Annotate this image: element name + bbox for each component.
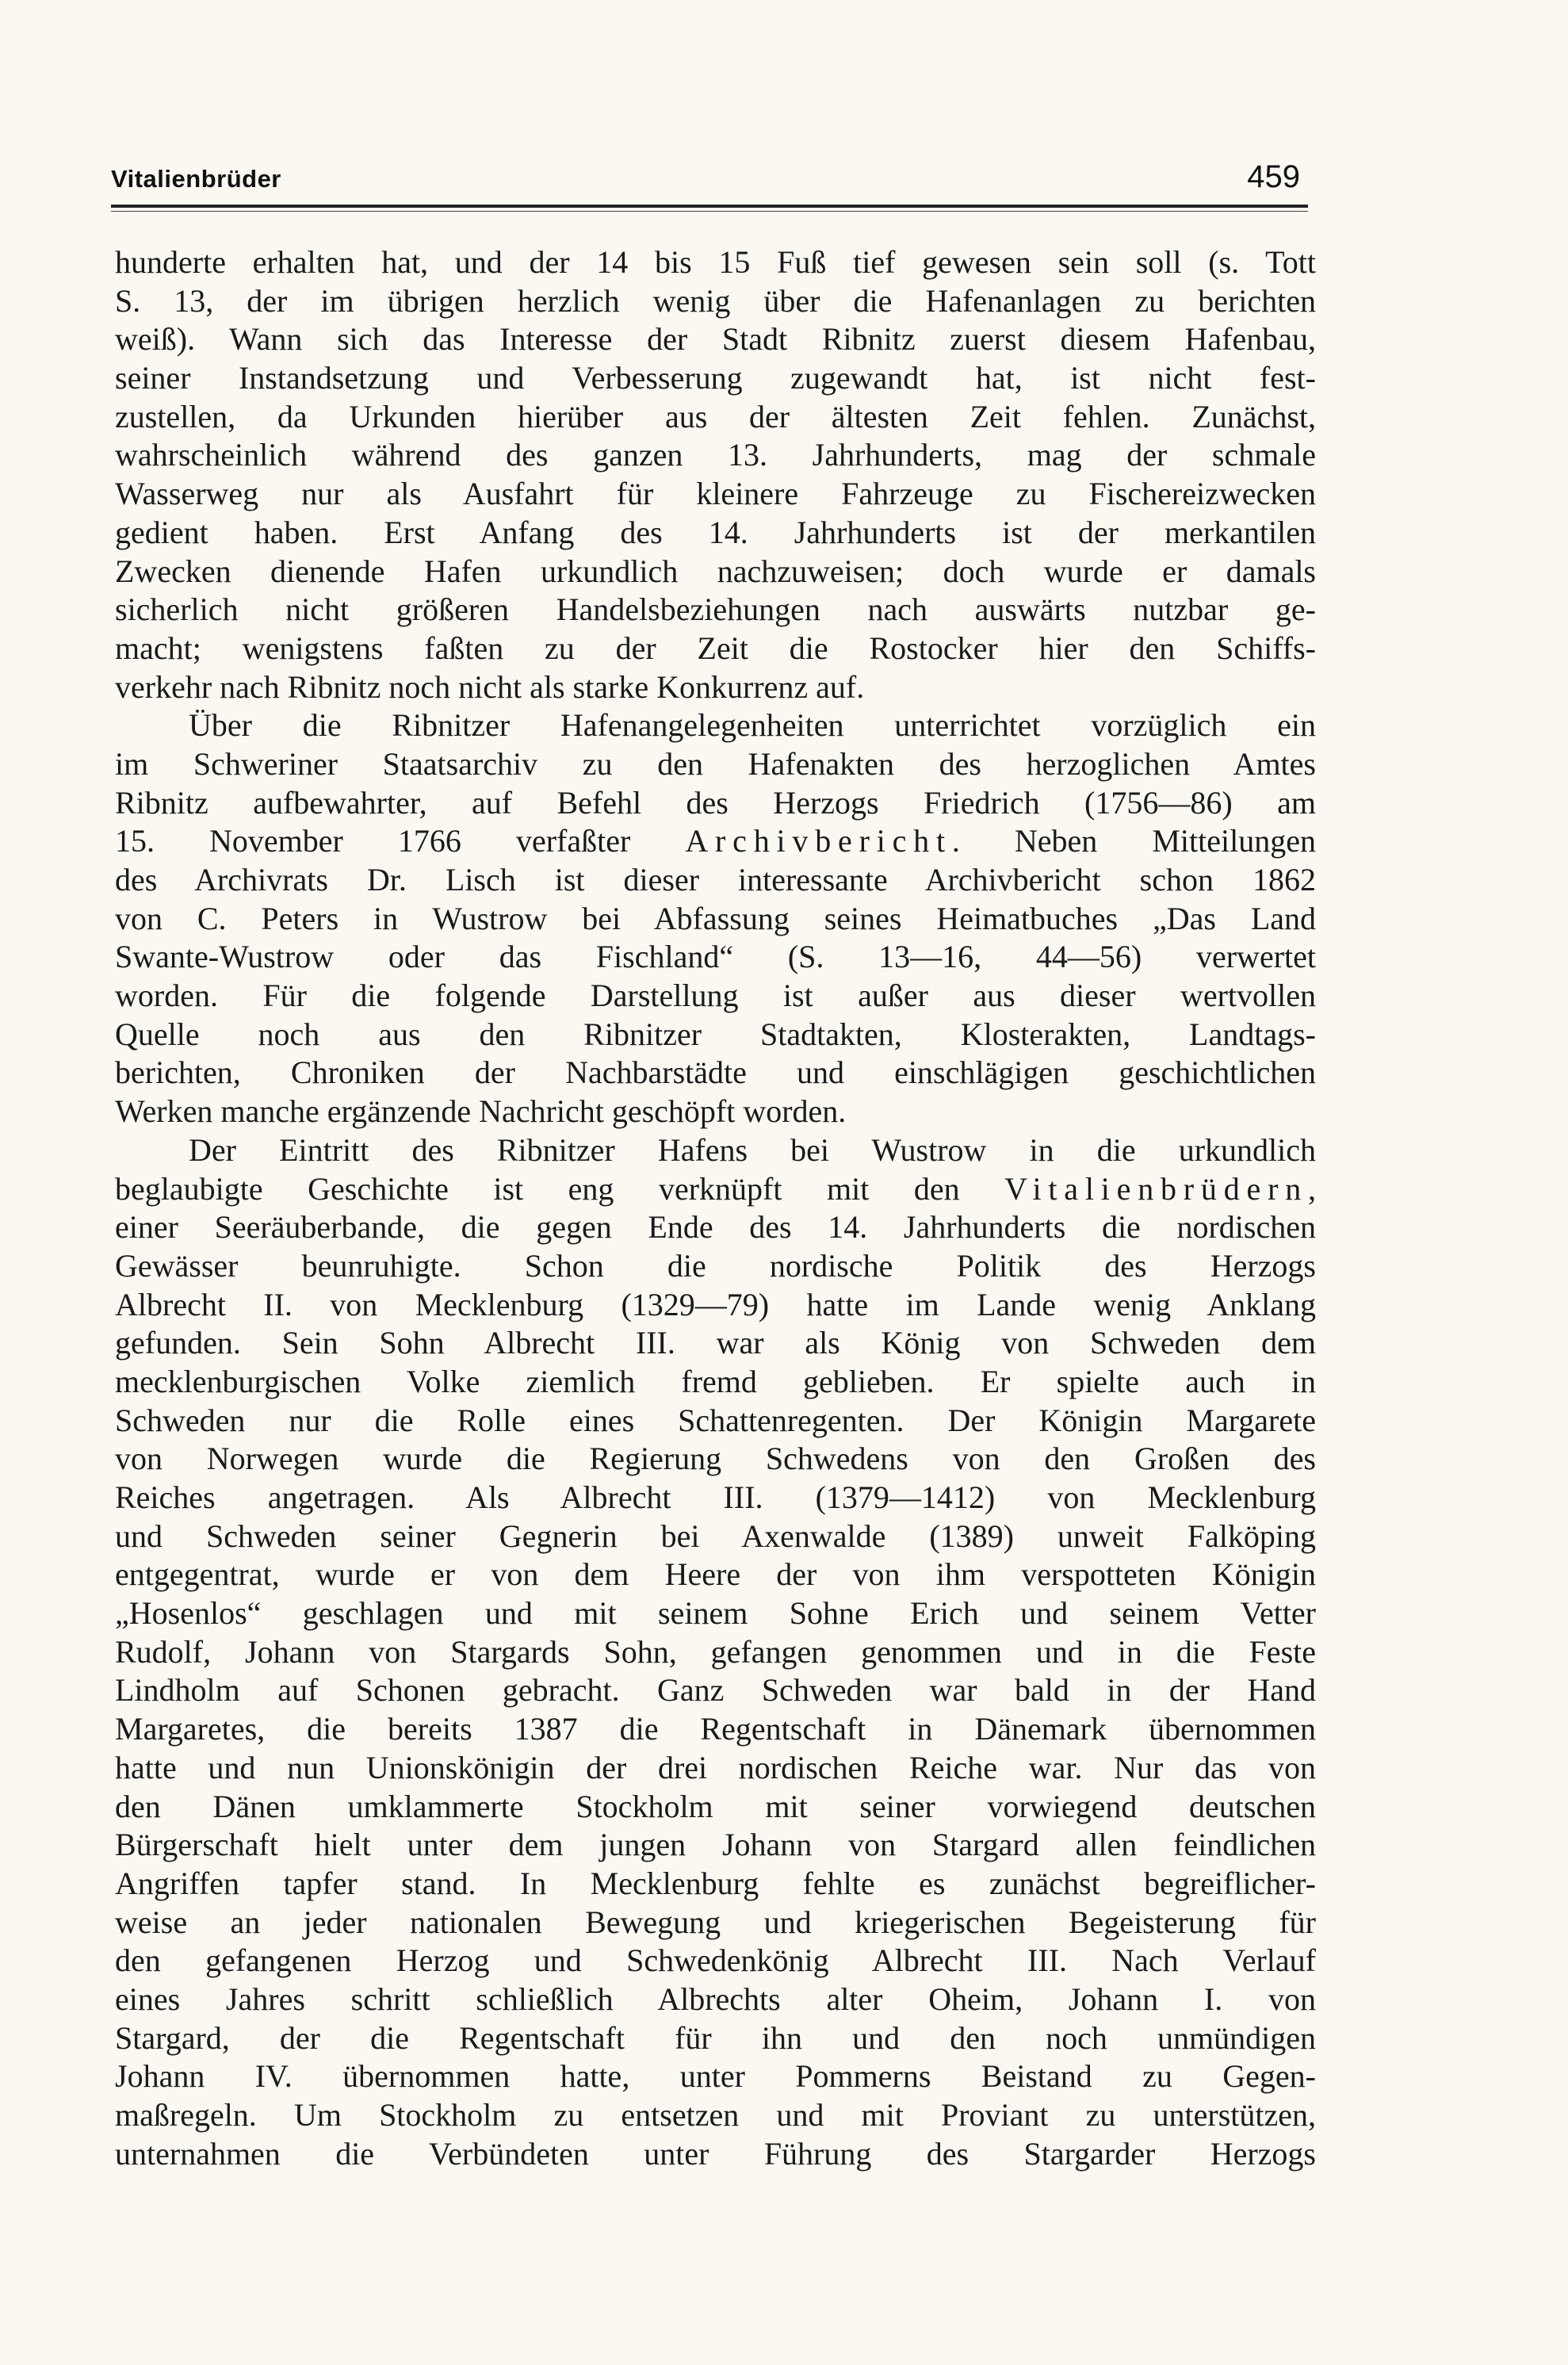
spaced-emphasis: Archivbericht [685, 823, 952, 859]
text-line: Albrecht II. von Mecklenburg (1329—79) hatte im Lande wenig Anklang [115, 1286, 1316, 1322]
text-line: Quelle noch aus den Ribnitzer Stadtakten, Klosterakten, Landtags- [115, 1016, 1316, 1052]
text-line: Angriffen tapfer stand. In Mecklenburg fehlte es zunächst begreiflicher- [115, 1865, 1316, 1901]
body-text [115, 243, 1316, 2173]
text-line: Ribnitz aufbewahrter, auf Befehl des Herzogs Friedrich (1756—86) am [115, 784, 1316, 821]
text-line [115, 1170, 1316, 1209]
text-line: Johann IV. übernommen hatte, unter Pommerns Beistand zu Gegen- [115, 2058, 1316, 2095]
text-line: unternahmen die Verbündeten unter Führung des Stargarder Herzogs [115, 2135, 1316, 2172]
text-line: Zwecken dienende Hafen urkundlich nachzuweisen; doch wurde er damals [115, 553, 1316, 589]
text-line: weise an jeder nationalen Bewegung und kriegerischen Begeisterung für [115, 1904, 1316, 1940]
running-head [111, 155, 1300, 200]
text-line: Gewässer beunruhigte. Schon die nordische Politik des Herzogs [115, 1247, 1316, 1284]
text-line: im Schweriner Staatsarchiv zu den Hafenakten des herzoglichen Amtes [115, 745, 1316, 782]
text-line [115, 822, 1316, 861]
text-line: weiß). Wann sich das Interesse der Stadt Ribnitz zuerst diesem Hafenbau, [115, 321, 1316, 358]
text-line: Swante-Wustrow oder das Fischland“ (S. 13—16, 44—56) verwertet [115, 939, 1316, 975]
text-line: hatte und nun Unionskönigin der drei nordischen Reiche war. Nur das von [115, 1749, 1316, 1785]
text-line: seiner Instandsetzung und Verbesserung zugewandt hat, ist nicht fest- [115, 360, 1316, 396]
text-line: berichten, Chroniken der Nachbarstädte und einschlägigen geschichtlichen [115, 1054, 1316, 1091]
text-line: einer Seeräuberbande, die gegen Ende des 14. Jahrhunderts die nordischen [115, 1209, 1316, 1246]
text-line: Über die Ribnitzer Hafenangelegenheiten unterrichtet vorzüglich ein [189, 707, 1316, 744]
text-line: eines Jahres schritt schließlich Albrechts alter Oheim, Johann I. von [115, 1980, 1316, 2017]
text-line: macht; wenigstens faßten zu der Zeit die Rostocker hier den Schiffs- [115, 630, 1316, 666]
text-run: , [1308, 1170, 1316, 1207]
text-line: Margaretes, die bereits 1387 die Regentschaft in Dänemark übernommen [115, 1711, 1316, 1747]
spaced-emphasis: Vitalienbrüdern [1004, 1170, 1308, 1207]
text-line: Der Eintritt des Ribnitzer Hafens bei Wustrow in die urkundlich [189, 1131, 1316, 1168]
text-line: Reiches angetragen. Als Albrecht III. (1379—1412) von Mecklenburg [115, 1479, 1316, 1515]
text-line: des Archivrats Dr. Lisch ist dieser interessante Archivbericht schon 1862 [115, 862, 1316, 897]
page-number: 459 [1247, 159, 1300, 194]
text-line: Lindholm auf Schonen gebracht. Ganz Schweden war bald in der Hand [115, 1672, 1316, 1709]
text-line: Rudolf, Johann von Stargards Sohn, gefangen genommen und in die Feste [115, 1633, 1316, 1670]
text-line: von C. Peters in Wustrow bei Abfassung seines Heimatbuches „Das Land [115, 900, 1316, 936]
header-rule [111, 205, 1308, 208]
text-line: Schweden nur die Rolle eines Schattenregenten. Der Königin Margarete [115, 1402, 1316, 1438]
text-line: gedient haben. Erst Anfang des 14. Jahrhunderts ist der merkantilen [115, 514, 1316, 550]
text-line: Werken manche ergänzende Nachricht geschöpft worden. [115, 1093, 847, 1130]
text-line: verkehr nach Ribnitz noch nicht als starke Konkurrenz auf. [115, 668, 865, 705]
text-line: hunderte erhalten hat, und der 14 bis 15 Fuß tief gewesen sein soll (s. Tott [115, 244, 1316, 280]
text-line: wahrscheinlich während des ganzen 13. Jahrhunderts, mag der schmale [115, 437, 1316, 473]
text-run: beglaubigte Geschichte ist eng verknüpft mit den [115, 1170, 1005, 1207]
text-line: zustellen, da Urkunden hierüber aus der ältesten Zeit fehlen. Zunächst, [115, 398, 1316, 434]
running-head-title: Vitalienbrüder [111, 165, 281, 193]
text-line: mecklenburgischen Volke ziemlich fremd geblieben. Er spielte auch in [115, 1363, 1316, 1399]
text-line: gefunden. Sein Sohn Albrecht III. war als König von Schweden dem [115, 1325, 1316, 1361]
text-line: maßregeln. Um Stockholm zu entsetzen und mit Proviant zu unterstützen, [115, 2097, 1316, 2133]
text-line: den gefangenen Herzog und Schwedenkönig Albrecht III. Nach Verlauf [115, 1942, 1316, 1979]
text-line: und Schweden seiner Gegnerin bei Axenwalde (1389) unweit Falköping [115, 1517, 1316, 1554]
text-line: von Norwegen wurde die Regierung Schwedens von den Großen des [115, 1441, 1316, 1477]
header-rule-thin [111, 211, 1308, 212]
text-line: S. 13, der im übrigen herzlich wenig über die Hafenanlagen zu berichten [115, 282, 1316, 319]
text-line: Bürgerschaft hielt unter dem jungen Johann von Stargard allen feindlichen [115, 1827, 1316, 1863]
text-line: „Hosenlos“ geschlagen und mit seinem Sohne Erich und seinem Vetter [115, 1595, 1316, 1632]
text-line: sicherlich nicht größeren Handelsbeziehungen nach auswärts nutzbar ge- [115, 591, 1316, 628]
text-line: Stargard, der die Regentschaft für ihn und den noch unmündigen [115, 2019, 1316, 2056]
text-line: entgegentrat, wurde er von dem Heere der von ihm verspotteten Königin [115, 1556, 1316, 1593]
text-run: . Neben Mitteilungen [951, 823, 1316, 859]
text-line: Wasserweg nur als Ausfahrt für kleinere Fahrzeuge zu Fischereizwecken [115, 476, 1316, 512]
text-line: den Dänen umklammerte Stockholm mit seiner vorwiegend deutschen [115, 1788, 1316, 1824]
text-run: 15. November 1766 verfaßter [115, 823, 686, 859]
text-line: worden. Für die folgende Darstellung ist außer aus dieser wertvollen [115, 978, 1316, 1014]
